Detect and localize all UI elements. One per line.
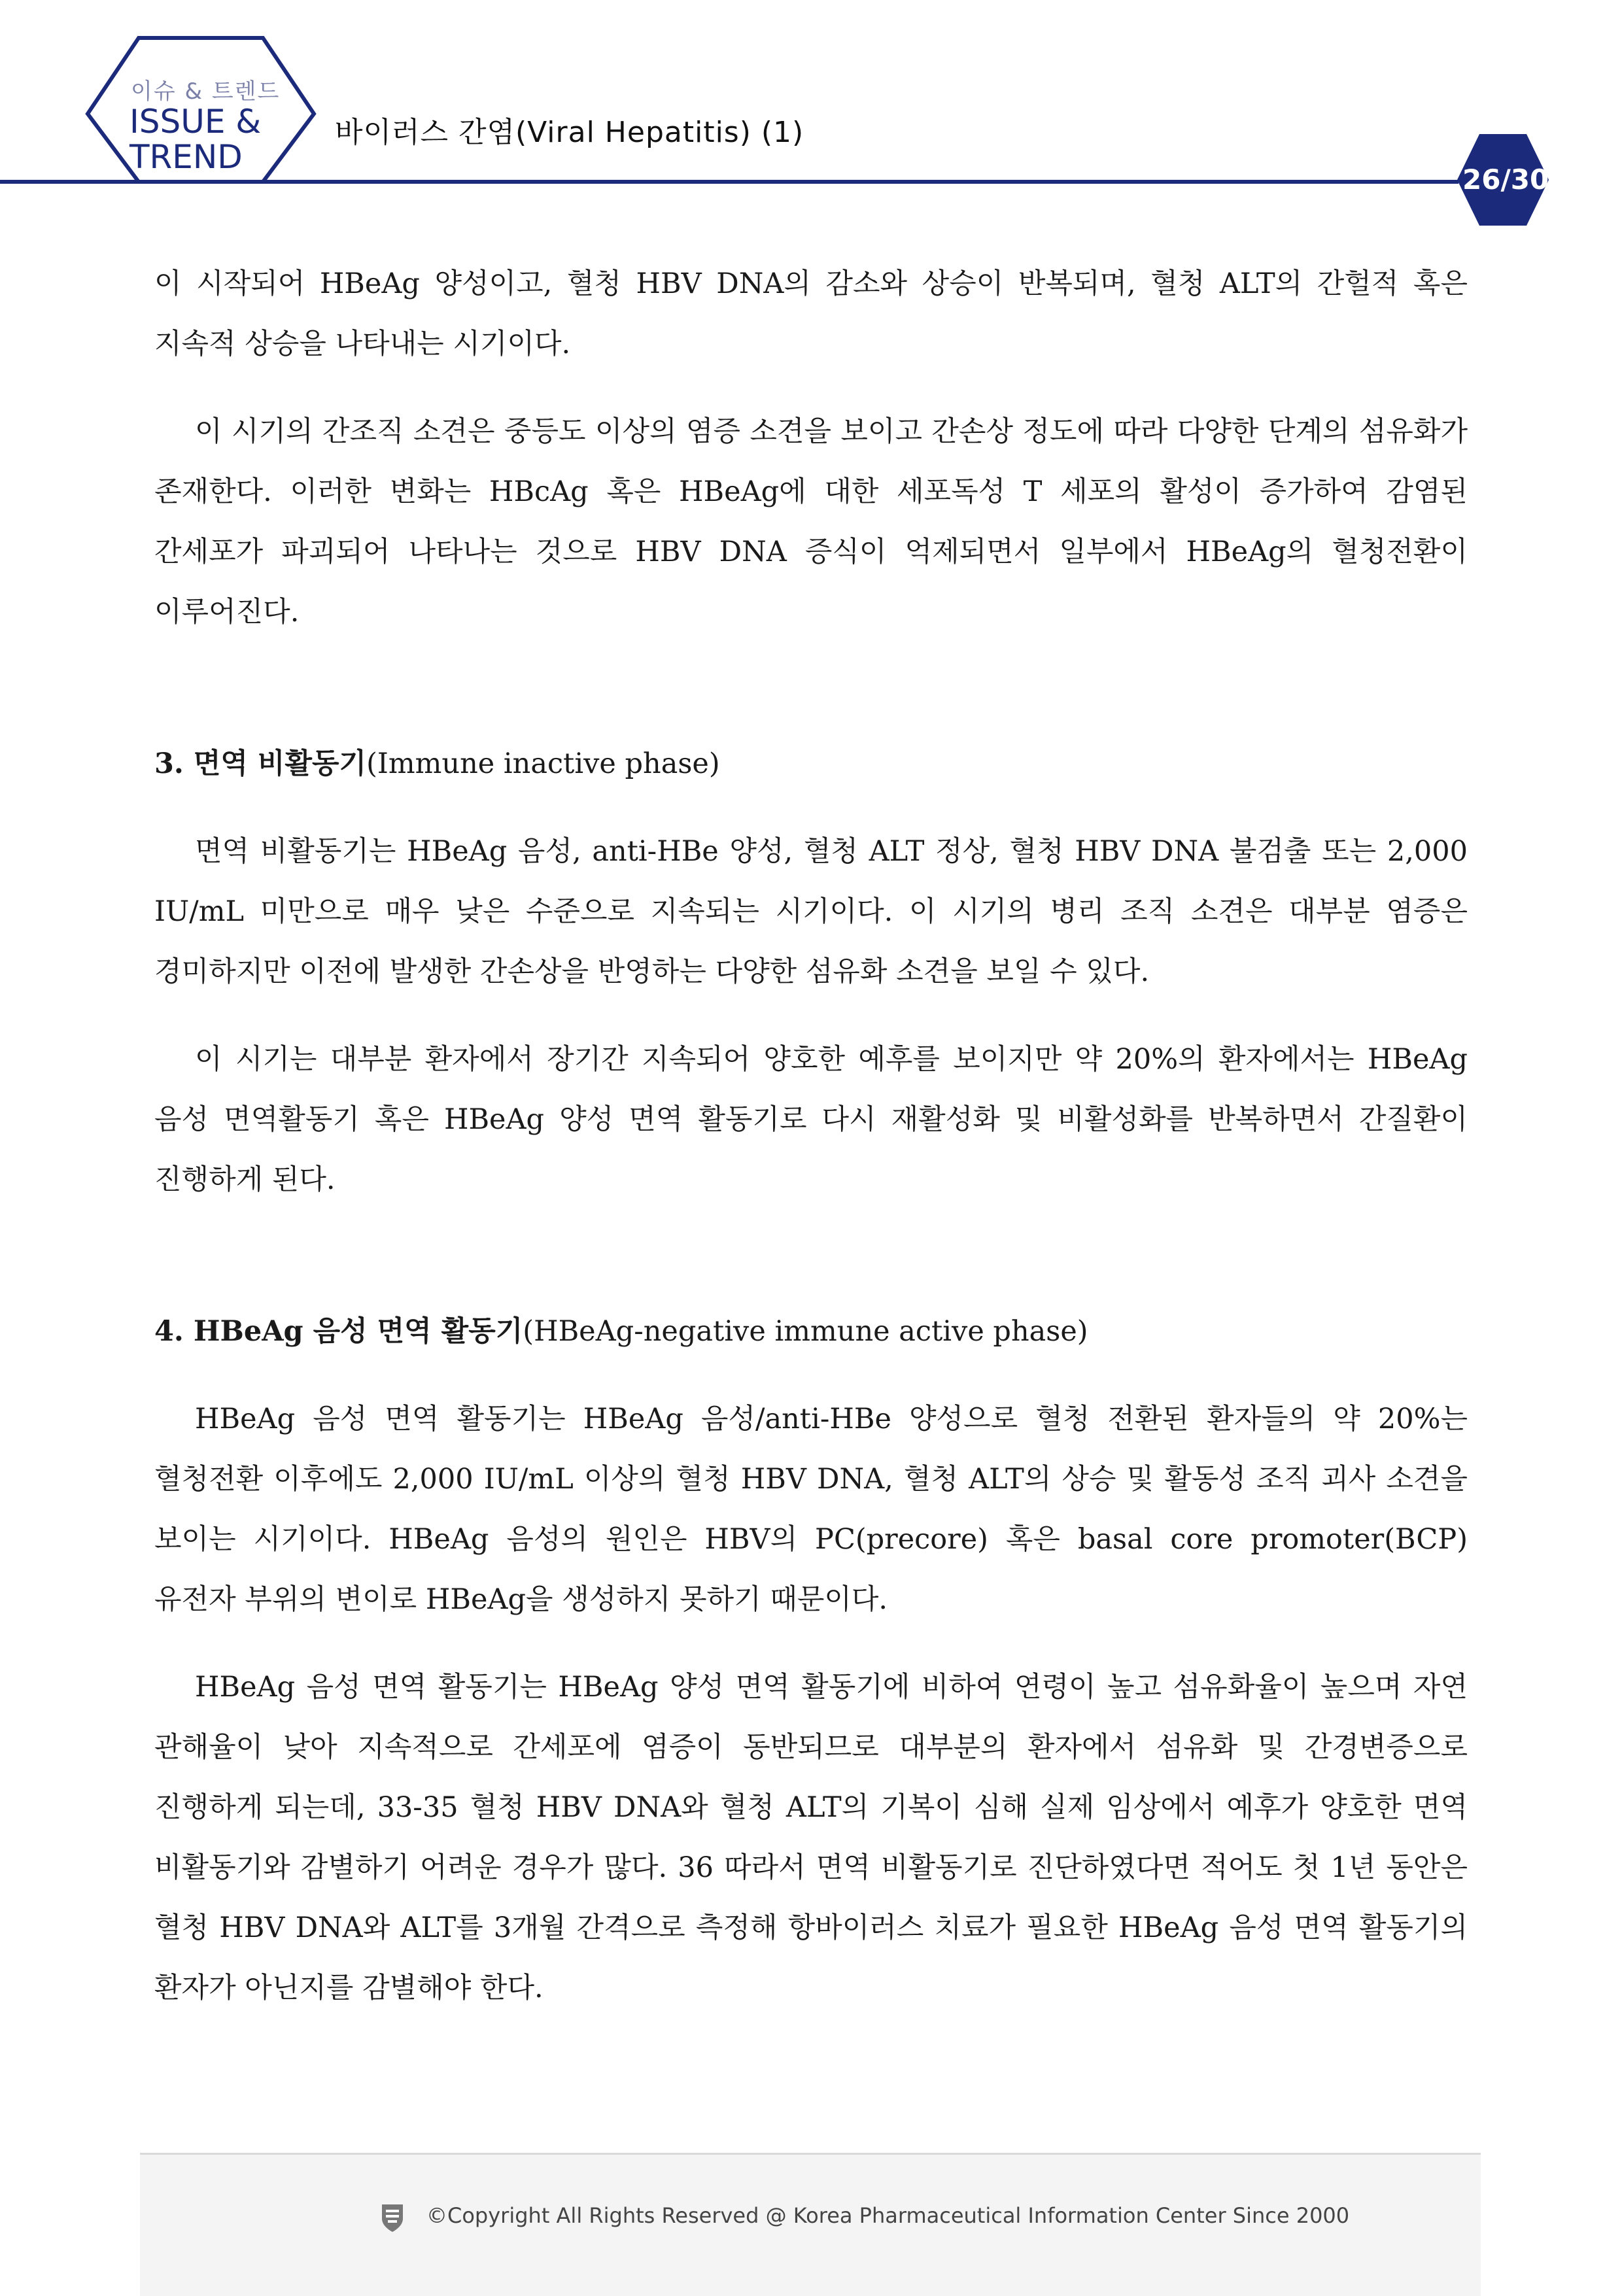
page-footer xyxy=(140,2153,1481,2296)
section-3-title-ko: 3. 면역 비활동기 xyxy=(154,747,367,780)
paragraph-6: HBeAg 음성 면역 활동기는 HBeAg 양성 면역 활동기에 비하여 연령이 높고 섬유화율이 높으며 자연 관해율이 낮아 지속적으로 간세포에 염증이 동반되므로 대부분의 환자에서 섬유화 및 간경변증으로 진행하게 되는데, 33-35 혈청 HBV DNA와 혈청 ALT의 기복이 심해 실제 임상에서 예후가 양호한 면역 비활동기와 감별하기 어려운 경우가 많다. 36 따라서 면역 비활동기로 진단하였다면 적어도 첫 1년 동안은 혈청 HBV DNA와 ALT를 3개월 간격으로 측정해 항바이러스 치료가 필요한 HBeAg 음성 면역 활동기의 환자가 아닌지를 감별해야 한다. xyxy=(154,1671,1468,2004)
badge-title-line1: ISSUE & xyxy=(129,103,262,141)
paragraph-5: HBeAg 음성 면역 활동기는 HBeAg 음성/anti-HBe 양성으로 혈청 전환된 환자들의 약 20%는 혈청전환 이후에도 2,000 IU/mL 이상의 혈청 HBV DNA, 혈청 ALT의 상승 및 활동성 조직 괴사 소견을 보이는 시기이다. HBeAg 음성의 원인은 HBV의 PC(precore) 혹은 basal core promoter(BCP) 유전자 부위의 변이로 HBeAg을 생성하지 못하기 때문이다. xyxy=(154,1403,1468,1616)
page-number: 26/30 xyxy=(1462,163,1549,196)
section-4-title-en: (HBeAg-negative immune active phase) xyxy=(523,1315,1088,1348)
paragraph-2: 이 시기의 간조직 소견은 중등도 이상의 염증 소견을 보이고 간손상 정도에 따라 다양한 단계의 섬유화가 존재한다. 이러한 변화는 HBcAg 혹은 HBeAg에 대한 세포독성 T 세포의 활성이 증가하여 감염된 간세포가 파괴되어 나타나는 것으로 HBV DNA 증식이 억제되면서 일부에서 HBeAg의 혈청전환이 이루어진다. xyxy=(154,415,1468,628)
section-4-heading xyxy=(154,1301,1468,1362)
article-body xyxy=(154,254,1468,2018)
section-3-title-en: (Immune inactive phase) xyxy=(366,747,720,780)
copyright-text: ©Copyright All Rights Reserved @ Korea Pharmaceutical Information Center Since 2000 xyxy=(426,2203,1350,2228)
section-3-heading xyxy=(154,734,1468,794)
paragraph-3: 면역 비활동기는 HBeAg 음성, anti-HBe 양성, 혈청 ALT 정상, 혈청 HBV DNA 불검출 또는 2,000 IU/mL 미만으로 매우 낮은 수준으로 지속되는 시기이다. 이 시기의 병리 조직 소견은 대부분 염증은 경미하지만 이전에 발생한 간손상을 반영하는 다양한 섬유화 소견을 보일 수 있다. xyxy=(154,835,1468,988)
paragraph-1: 이 시작되어 HBeAg 양성이고, 혈청 HBV DNA의 감소와 상승이 반복되며, 혈청 ALT의 간헐적 혹은 지속적 상승을 나타내는 시기이다. xyxy=(154,267,1468,360)
paragraph-4: 이 시기는 대부분 환자에서 장기간 지속되어 양호한 예후를 보이지만 약 20%의 환자에서는 HBeAg 음성 면역활동기 혹은 HBeAg 양성 면역 활동기로 다시 재활성화 및 비활성화를 반복하면서 간질환이 진행하게 된다. xyxy=(154,1043,1468,1196)
section-4-title-ko: 4. HBeAg 음성 면역 활동기 xyxy=(154,1315,523,1348)
badge-title-line2: TREND xyxy=(129,138,243,176)
document-title: 바이러스 간염(Viral Hepatitis) (1) xyxy=(335,116,804,149)
page-header xyxy=(0,0,1622,226)
shield-logo-icon xyxy=(379,2202,406,2233)
badge-subtitle: 이슈 & 트렌드 xyxy=(131,78,281,105)
